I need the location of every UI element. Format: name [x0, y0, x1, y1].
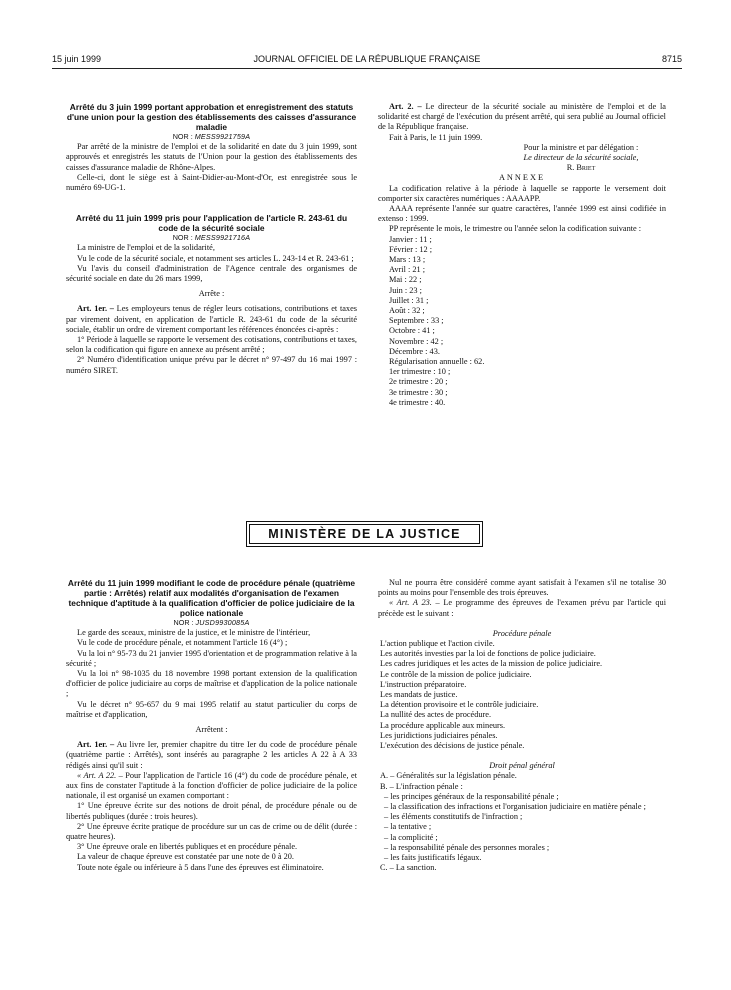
ministry-section-heading: [246, 521, 483, 547]
header-page-number: 8715: [661, 54, 682, 64]
list-item: L'exécution des décisions de justice pénale.: [380, 741, 525, 751]
list-item: Septembre : 33 ;: [389, 316, 444, 326]
list-item: Mars : 13 ;: [389, 255, 426, 265]
decree-3-nor: NOR : JUSD9930085A: [173, 618, 250, 627]
decree-2-paragraph: La ministre de l'emploi et de la solidarité,: [77, 243, 215, 253]
list-item: – la tentative ;: [384, 822, 432, 832]
list-item: Août : 32 ;: [389, 306, 425, 316]
decree-2-paragraph: Vu le code de la sécurité sociale, et notamment ses articles L. 243-14 et R. 243-61 ;: [77, 253, 354, 263]
list-item: Décembre : 43.: [389, 346, 440, 356]
decree-3-title: Arrêté du 11 juin 1999 modifiant le code de procédure pénale (quatrième partie : Arrêtés) relatif aux modalités d'organisation de l'examen technique d'aptitude à la qualification d'officier de police judiciaire de la police nationale: [67, 578, 356, 618]
subheading-procedure-penale: Procédure pénale: [492, 628, 552, 638]
decree-2-item: 1° Période à laquelle se rapporte le versement des cotisations, contributions et taxes, selon la codification qui figure en annexe au présent arrêté ;: [66, 335, 357, 355]
exam-item: 3° Une épreuve orale en libertés publiques et en procédure pénale.: [77, 842, 298, 852]
decree-3-paragraph: Vu la loi n° 98-1035 du 18 novembre 1998 portant extension de la qualification d'officier de police judiciaire au corps de maîtrise et d'application de la police nationale ;: [66, 669, 357, 699]
annexe-paragraph: AAAA représente l'année sur quatre caractères, l'année 1999 est ainsi codifiée in extenso : 1999.: [378, 204, 666, 224]
decree-2-nor: NOR : MESS9921716A: [172, 233, 251, 243]
decree-3-paragraph: Vu la loi n° 95-73 du 21 janvier 1995 d'orientation et de programmation relative à la sécurité ;: [66, 648, 357, 668]
signature-line: Le directeur de la sécurité sociale,: [523, 153, 639, 163]
page-header: [52, 54, 682, 68]
annexe-paragraph: La codification relative à la période à laquelle se rapporte le versement doit comporter six caractères numériques : AAAAPP.: [378, 183, 666, 203]
header-date: 15 juin 1999: [52, 54, 102, 64]
left-bottom-column: [66, 578, 357, 873]
list-item: Octobre : 41 ;: [389, 326, 435, 336]
exam-item: 2° Une épreuve écrite pratique de procédure sur un cas de crime ou de délit (durée : quatre heures).: [66, 821, 357, 842]
procedure-penale-list: [378, 639, 666, 751]
signature-line: Pour la ministre et par délégation :: [523, 142, 639, 152]
list-item: Novembre : 42 ;: [389, 336, 444, 346]
list-item: L'action publique et l'action civile.: [380, 639, 495, 649]
annexe-heading: ANNEXE: [498, 173, 546, 183]
list-item: La détention provisoire et le contrôle judiciaire.: [380, 700, 539, 710]
header-journal-title: JOURNAL OFFICIEL DE LA RÉPUBLIQUE FRANÇAISE: [253, 54, 481, 64]
list-item: Avril : 21 ;: [389, 265, 426, 275]
period-code-list: [378, 235, 666, 408]
decree-2-title: Arrêté du 11 juin 1999 pris pour l'application de l'article R. 243-61 du code de la sécurité sociale: [75, 213, 348, 234]
decree-2-arrete: Arrête :: [198, 289, 225, 299]
decree-1-paragraph: Celle-ci, dont le siège est à Saint-Didier-au-Mont-d'Or, est enregistrée sous le numéro 69-UG-1.: [66, 172, 357, 193]
decree-1-paragraph: Par arrêté de la ministre de l'emploi et de la solidarité en date du 3 juin 1999, sont approuvés et enregistrés les statuts de l'Union pour la gestion des établissements des caisses d'assurance maladie de Rhône-Alpes.: [66, 142, 357, 172]
annexe-paragraph: PP représente le mois, le trimestre ou l'année selon la codification suivante :: [389, 224, 642, 234]
decree-2-article-2: Art. 2. – Le directeur de la sécurité sociale au ministère de l'emploi et de la solidarité est chargé de l'exécution du présent arrêté, qui sera publié au Journal officiel de la République française.: [378, 102, 666, 132]
decree-2-article-1: Art. 1er. – Les employeurs tenus de régler leurs cotisations, contributions et taxes par virement doivent, en application de l'article R. 243-61 du code de la sécurité sociale, établir un ordre de virement comportant les références énoncées ci-après :: [66, 304, 357, 334]
list-item: C. – La sanction.: [380, 863, 437, 873]
decree-2-paragraph: Vu l'avis du conseil d'administration de l'Agence centrale des organismes de sécurité sociale en date du 26 mars 1999,: [66, 263, 357, 284]
signing-place-date: Fait à Paris, le 11 juin 1999.: [389, 132, 483, 142]
right-top-column: [378, 102, 666, 408]
subheading-droit-penal-general: Droit pénal général: [489, 761, 555, 771]
list-item: Les autorités investies par la loi de fonctions de police judiciaire.: [380, 649, 596, 659]
list-item: Les mandats de justice.: [380, 690, 458, 700]
list-item: – les éléments constitutifs de l'infraction ;: [384, 812, 523, 822]
list-item: A. – Généralités sur la législation pénale.: [380, 771, 517, 781]
decree-3-arretent: Arrêtent :: [195, 725, 228, 735]
signature-name: R. Briet: [566, 163, 596, 173]
decree-2-item: 2° Numéro d'identification unique prévu par le décret n° 97-497 du 16 mai 1997 : numéro SIRET.: [66, 355, 357, 375]
list-item: 3e trimestre : 30 ;: [389, 387, 448, 397]
list-item: 1er trimestre : 10 ;: [389, 367, 451, 377]
list-item: – les principes généraux de la responsabilité pénale ;: [384, 791, 559, 801]
right-bottom-column: [378, 578, 666, 873]
list-item: Les juridictions judiciaires pénales.: [380, 730, 498, 740]
list-item: Mai : 22 ;: [389, 275, 422, 285]
list-item: 2e trimestre : 20 ;: [389, 377, 448, 387]
list-item: Juillet : 31 ;: [389, 295, 429, 305]
exam-item: 1° Une épreuve écrite sur des notions de droit pénal, de procédure pénale ou de libertés publiques (durée : trois heures).: [66, 801, 357, 821]
list-item: Régularisation annuelle : 62.: [389, 357, 485, 367]
list-item: Les cadres juridiques et les actes de la mission de police judiciaire.: [380, 659, 603, 669]
decree-3-paragraph: Vu le code de procédure pénale, et notamment l'article 16 (4°) ;: [77, 638, 288, 648]
ministry-section-title: MINISTÈRE DE LA JUSTICE: [249, 524, 480, 544]
header-rule: [52, 68, 682, 69]
list-item: L'instruction préparatoire.: [380, 679, 467, 689]
decree-3-paragraph: Vu le décret n° 95-657 du 9 mai 1995 relatif au statut particulier du corps de maîtrise et d'application,: [66, 699, 357, 719]
list-item: – la classification des infractions et l'organisation judiciaire en matière pénale ;: [384, 802, 646, 812]
article-a23: « Art. A 23. – Le programme des épreuves de l'examen prévu par l'article qui précède est le suivant :: [378, 598, 666, 618]
list-item: 4e trimestre : 40.: [389, 397, 446, 407]
decree-3-paragraph: Le garde des sceaux, ministre de la justice, et le ministre de l'intérieur,: [77, 628, 311, 638]
left-top-column: [66, 102, 357, 376]
list-item: Juin : 23 ;: [389, 285, 422, 295]
list-item: La procédure applicable aux mineurs.: [380, 720, 506, 730]
list-item: Janvier : 11 ;: [389, 234, 432, 244]
list-item: B. – L'infraction pénale :: [380, 781, 463, 791]
list-item: – la responsabilité pénale des personnes morales ;: [384, 842, 550, 852]
decree-1-nor: NOR : MESS9921759A: [172, 132, 251, 141]
exam-paragraph: Nul ne pourra être considéré comme ayant satisfait à l'examen s'il ne totalise 30 points au moins pour l'ensemble des trois épreuves.: [378, 578, 666, 598]
exam-paragraph: Toute note égale ou inférieure à 5 dans l'une des épreuves est éliminatoire.: [77, 862, 324, 872]
list-item: La nullité des actes de procédure.: [380, 710, 492, 720]
list-item: – les faits justificatifs légaux.: [384, 853, 482, 863]
list-item: Le contrôle de la mission de police judiciaire.: [380, 669, 532, 679]
droit-penal-list: [378, 771, 666, 873]
decree-1-title: Arrêté du 3 juin 1999 portant approbation et enregistrement des statuts d'une union pour la gestion des établissements des caisses d'assurance maladie: [66, 102, 357, 132]
list-item: Février : 12 ;: [389, 244, 433, 254]
decree-3-article-1: Art. 1er. – Au livre Ier, premier chapitre du titre Ier du code de procédure pénale (quatrième partie : Arrêtés), sont insérés au paragraphe 2 les articles A 22 à A 33 rédigés ainsi qu'il suit :: [66, 740, 357, 770]
exam-paragraph: La valeur de chaque épreuve est constatée par une note de 0 à 20.: [77, 852, 294, 862]
list-item: – la complicité ;: [384, 832, 438, 842]
article-a22: « Art. A 22. – Pour l'application de l'article 16 (4°) du code de procédure pénale, et aux fins de constater l'aptitude à la fonction d'officier de police judiciaire de la police nationale, il est organisé un examen comportant :: [66, 770, 357, 801]
